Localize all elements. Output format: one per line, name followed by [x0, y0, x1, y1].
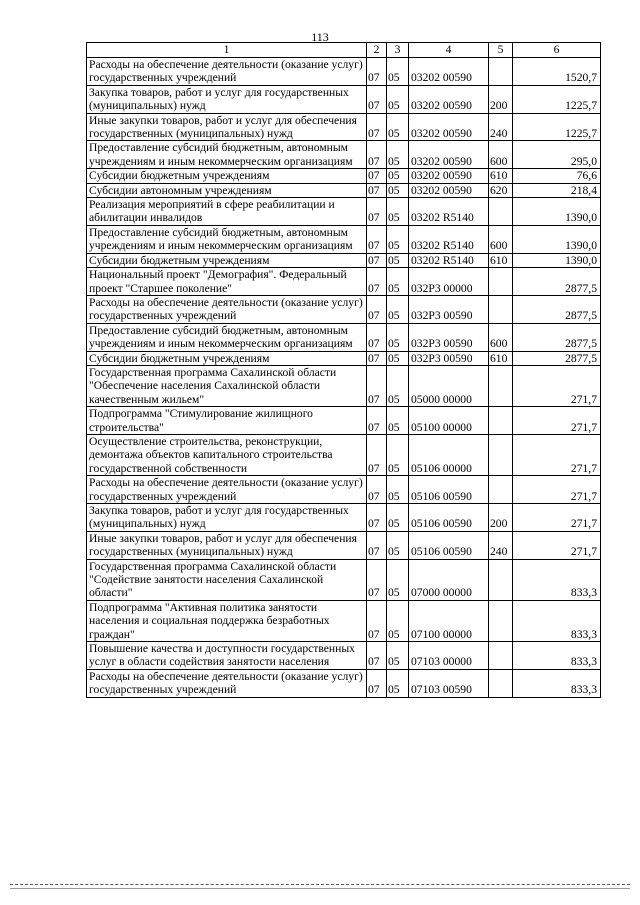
expense-type-cell [489, 669, 513, 697]
header-cell: 5 [489, 43, 513, 58]
section-cell: 07 [367, 434, 387, 475]
amount-cell: 1390,0 [513, 198, 601, 226]
expense-type-cell [489, 476, 513, 504]
table-row [87, 323, 601, 351]
table-row [87, 85, 601, 113]
target-article-cell: 05106 00590 [409, 504, 489, 532]
target-article-cell: 03202 00590 [409, 183, 489, 197]
target-article-cell: 07103 00590 [409, 669, 489, 697]
section-cell: 07 [367, 531, 387, 559]
target-article-cell: 05100 00000 [409, 407, 489, 435]
section-cell: 07 [367, 268, 387, 296]
section-cell: 07 [367, 58, 387, 86]
subsection-cell: 05 [387, 504, 409, 532]
amount-cell: 833,3 [513, 559, 601, 600]
expense-type-cell: 620 [489, 183, 513, 197]
footer-divider [10, 888, 630, 889]
table-row [87, 504, 601, 532]
expense-type-cell [489, 559, 513, 600]
name-cell: Подпрограмма "Стимулирование жилищного строительства" [87, 407, 367, 435]
table-row [87, 407, 601, 435]
table-row [87, 295, 601, 323]
expense-type-cell [489, 407, 513, 435]
target-article-cell: 03202 00590 [409, 85, 489, 113]
table-row [87, 434, 601, 475]
target-article-cell: 032P3 00590 [409, 323, 489, 351]
header-cell: 4 [409, 43, 489, 58]
section-cell: 07 [367, 198, 387, 226]
subsection-cell: 05 [387, 600, 409, 641]
expense-type-cell: 240 [489, 113, 513, 141]
name-cell: Иные закупки товаров, работ и услуг для обеспечения государственных (муниципальных) нужд [87, 531, 367, 559]
name-cell: Субсидии бюджетным учреждениям [87, 351, 367, 365]
name-cell: Закупка товаров, работ и услуг для государственных (муниципальных) нужд [87, 85, 367, 113]
subsection-cell: 05 [387, 85, 409, 113]
subsection-cell: 05 [387, 351, 409, 365]
target-article-cell: 05106 00590 [409, 531, 489, 559]
subsection-cell: 05 [387, 169, 409, 183]
amount-cell: 1390,0 [513, 253, 601, 267]
target-article-cell: 03202 R5140 [409, 198, 489, 226]
subsection-cell: 05 [387, 225, 409, 253]
target-article-cell: 03202 00590 [409, 58, 489, 86]
subsection-cell: 05 [387, 198, 409, 226]
expense-type-cell: 600 [489, 323, 513, 351]
name-cell: Реализация мероприятий в сфере реабилитации и абилитации инвалидов [87, 198, 367, 226]
name-cell: Расходы на обеспечение деятельности (оказание услуг) государственных учреждений [87, 295, 367, 323]
header-cell: 3 [387, 43, 409, 58]
expense-type-cell [489, 268, 513, 296]
expense-type-cell [489, 365, 513, 406]
subsection-cell: 05 [387, 669, 409, 697]
amount-cell: 1390,0 [513, 225, 601, 253]
target-article-cell: 03202 R5140 [409, 253, 489, 267]
expense-type-cell: 610 [489, 351, 513, 365]
expense-type-cell: 240 [489, 531, 513, 559]
amount-cell: 271,7 [513, 504, 601, 532]
table-row [87, 365, 601, 406]
table-row [87, 559, 601, 600]
name-cell: Государственная программа Сахалинской области "Обеспечение населения Сахалинской области качественным жильем" [87, 365, 367, 406]
page-number: 113 [311, 30, 329, 44]
target-article-cell: 03202 00590 [409, 169, 489, 183]
section-cell: 07 [367, 141, 387, 169]
section-cell: 07 [367, 600, 387, 641]
expense-type-cell [489, 295, 513, 323]
amount-cell: 833,3 [513, 669, 601, 697]
table-row [87, 253, 601, 267]
target-article-cell: 05106 00590 [409, 476, 489, 504]
target-article-cell: 05106 00000 [409, 434, 489, 475]
amount-cell: 2877,5 [513, 295, 601, 323]
expense-type-cell: 600 [489, 225, 513, 253]
section-cell: 07 [367, 225, 387, 253]
section-cell: 07 [367, 351, 387, 365]
subsection-cell: 05 [387, 113, 409, 141]
name-cell: Осуществление строительства, реконструкции, демонтажа объектов капитального строительства государственной собственности [87, 434, 367, 475]
name-cell: Иные закупки товаров, работ и услуг для обеспечения государственных (муниципальных) нужд [87, 113, 367, 141]
name-cell: Субсидии автономным учреждениям [87, 183, 367, 197]
section-cell: 07 [367, 323, 387, 351]
target-article-cell: 07100 00000 [409, 600, 489, 641]
section-cell: 07 [367, 169, 387, 183]
table-row [87, 113, 601, 141]
section-cell: 07 [367, 85, 387, 113]
subsection-cell: 05 [387, 183, 409, 197]
table-row [87, 600, 601, 641]
subsection-cell: 05 [387, 642, 409, 670]
amount-cell: 833,3 [513, 642, 601, 670]
target-article-cell: 03202 00590 [409, 113, 489, 141]
amount-cell: 1520,7 [513, 58, 601, 86]
name-cell: Расходы на обеспечение деятельности (оказание услуг) государственных учреждений [87, 58, 367, 86]
subsection-cell: 05 [387, 434, 409, 475]
name-cell: Предоставление субсидий бюджетным, автономным учреждениям и иным некоммерческим организациям [87, 323, 367, 351]
subsection-cell: 05 [387, 407, 409, 435]
table-row [87, 183, 601, 197]
subsection-cell: 05 [387, 531, 409, 559]
amount-cell: 295,0 [513, 141, 601, 169]
name-cell: Закупка товаров, работ и услуг для государственных (муниципальных) нужд [87, 504, 367, 532]
target-article-cell: 07103 00000 [409, 642, 489, 670]
amount-cell: 2877,5 [513, 351, 601, 365]
name-cell: Субсидии бюджетным учреждениям [87, 253, 367, 267]
section-cell: 07 [367, 559, 387, 600]
amount-cell: 218,4 [513, 183, 601, 197]
expense-type-cell [489, 600, 513, 641]
budget-table [86, 42, 601, 698]
table-row [87, 225, 601, 253]
name-cell: Предоставление субсидий бюджетным, автономным учреждениям и иным некоммерческим организациям [87, 225, 367, 253]
subsection-cell: 05 [387, 559, 409, 600]
name-cell: Повышение качества и доступности государственных услуг в области содействия занятости населения [87, 642, 367, 670]
expense-type-cell: 200 [489, 504, 513, 532]
table-row [87, 351, 601, 365]
name-cell: Расходы на обеспечение деятельности (оказание услуг) государственных учреждений [87, 476, 367, 504]
expense-type-cell [489, 642, 513, 670]
target-article-cell: 03202 00590 [409, 141, 489, 169]
amount-cell: 2877,5 [513, 268, 601, 296]
header-cell: 6 [513, 43, 601, 58]
table-row [87, 198, 601, 226]
target-article-cell: 032P3 00000 [409, 268, 489, 296]
section-cell: 07 [367, 295, 387, 323]
table-row [87, 531, 601, 559]
section-cell: 07 [367, 669, 387, 697]
name-cell: Национальный проект "Демография". Федеральный проект "Старшее поколение" [87, 268, 367, 296]
name-cell: Подпрограмма "Активная политика занятости населения и социальная поддержка безработных граждан" [87, 600, 367, 641]
subsection-cell: 05 [387, 365, 409, 406]
amount-cell: 271,7 [513, 365, 601, 406]
table-row [87, 141, 601, 169]
subsection-cell: 05 [387, 476, 409, 504]
table-row [87, 669, 601, 697]
header-cell: 1 [87, 43, 367, 58]
section-cell: 07 [367, 407, 387, 435]
target-article-cell: 032P3 00590 [409, 351, 489, 365]
expense-type-cell: 610 [489, 253, 513, 267]
footer-divider [10, 884, 630, 885]
section-cell: 07 [367, 253, 387, 267]
subsection-cell: 05 [387, 253, 409, 267]
table-row [87, 58, 601, 86]
target-article-cell: 07000 00000 [409, 559, 489, 600]
expense-type-cell [489, 434, 513, 475]
section-cell: 07 [367, 504, 387, 532]
subsection-cell: 05 [387, 323, 409, 351]
expense-type-cell [489, 198, 513, 226]
expense-type-cell: 610 [489, 169, 513, 183]
amount-cell: 271,7 [513, 434, 601, 475]
amount-cell: 1225,7 [513, 113, 601, 141]
table-row [87, 476, 601, 504]
section-cell: 07 [367, 365, 387, 406]
subsection-cell: 05 [387, 58, 409, 86]
target-article-cell: 032P3 00590 [409, 295, 489, 323]
expense-type-cell: 600 [489, 141, 513, 169]
name-cell: Предоставление субсидий бюджетным, автономным учреждениям и иным некоммерческим организациям [87, 141, 367, 169]
amount-cell: 271,7 [513, 476, 601, 504]
amount-cell: 833,3 [513, 600, 601, 641]
section-cell: 07 [367, 642, 387, 670]
name-cell: Расходы на обеспечение деятельности (оказание услуг) государственных учреждений [87, 669, 367, 697]
name-cell: Государственная программа Сахалинской области "Содействие занятости населения Сахалинской области" [87, 559, 367, 600]
subsection-cell: 05 [387, 141, 409, 169]
section-cell: 07 [367, 476, 387, 504]
section-cell: 07 [367, 113, 387, 141]
table-row [87, 642, 601, 670]
section-cell: 07 [367, 183, 387, 197]
subsection-cell: 05 [387, 268, 409, 296]
amount-cell: 2877,5 [513, 323, 601, 351]
header-cell: 2 [367, 43, 387, 58]
header-row [87, 43, 601, 58]
amount-cell: 76,6 [513, 169, 601, 183]
name-cell: Субсидии бюджетным учреждениям [87, 169, 367, 183]
table-row [87, 169, 601, 183]
subsection-cell: 05 [387, 295, 409, 323]
expense-type-cell [489, 58, 513, 86]
expense-type-cell: 200 [489, 85, 513, 113]
table-row [87, 268, 601, 296]
target-article-cell: 03202 R5140 [409, 225, 489, 253]
target-article-cell: 05000 00000 [409, 365, 489, 406]
amount-cell: 271,7 [513, 407, 601, 435]
amount-cell: 271,7 [513, 531, 601, 559]
amount-cell: 1225,7 [513, 85, 601, 113]
